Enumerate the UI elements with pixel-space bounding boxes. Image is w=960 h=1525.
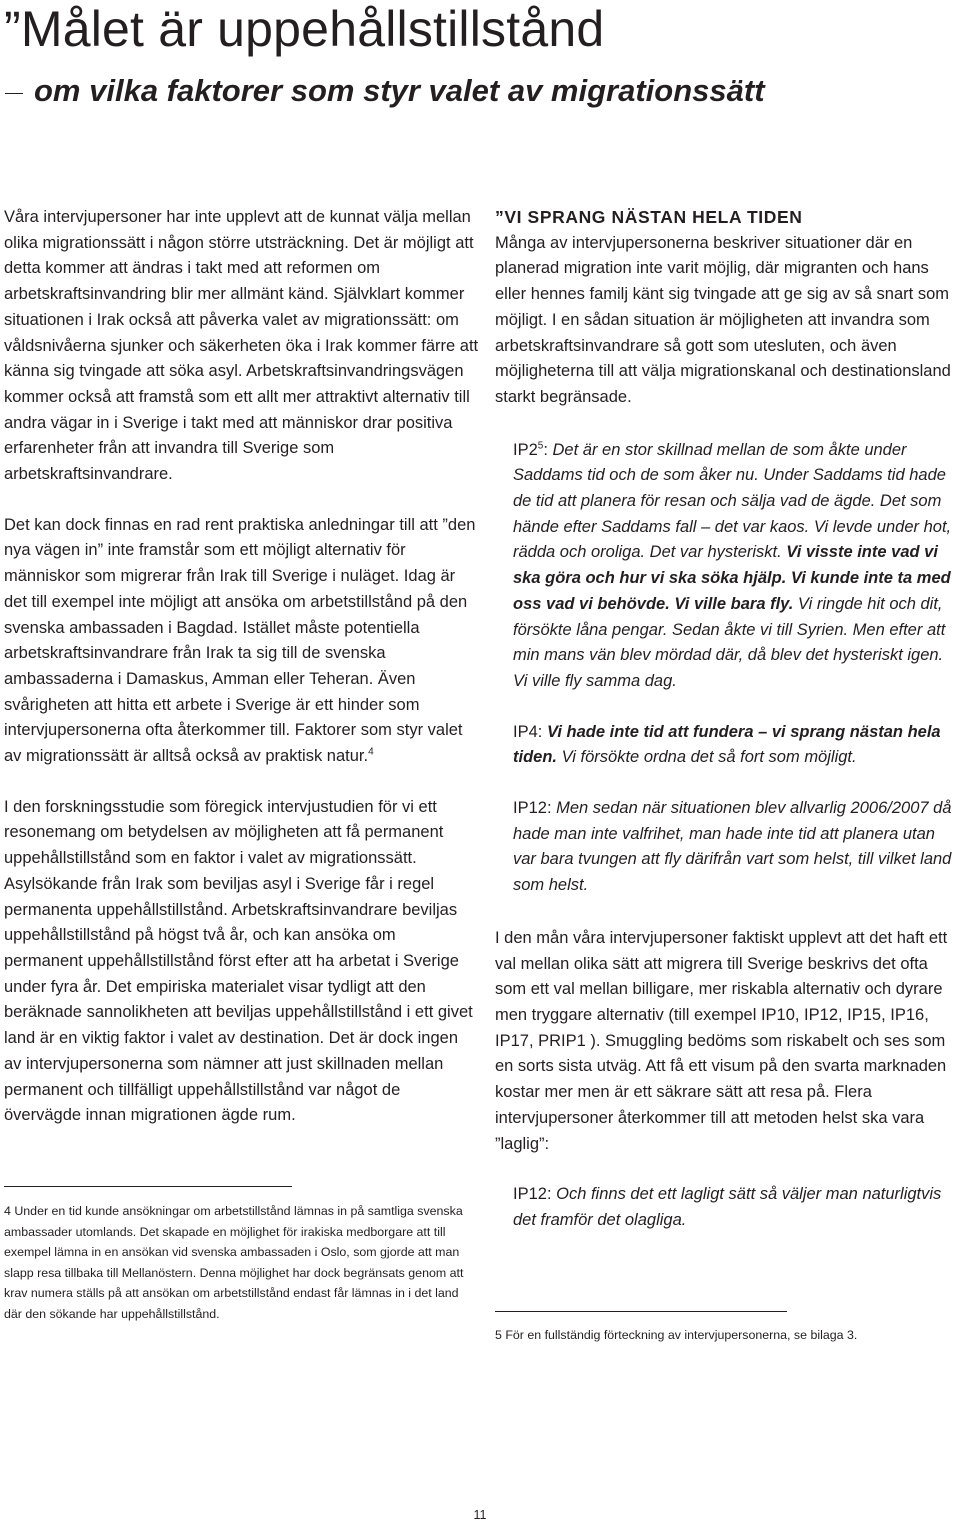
footnote-4: 4 Under en tid kunde ansökningar om arbetstillstånd lämnas in på samtliga svenska ambassader utomlands. Det skapade en möjlighet för irakiska medborgare att till exempel lämna in en ansökan vid svenska ambassaden i Oslo, som gjorde att man slapp resa tillbaka till Mellanöstern. Denna möjlighet har dock begränsats genom att krav numera ställs på att ansökan om arbetstillstånd endast får lämnas in i det land där den sökande har uppehållstillstånd. [4,1204,464,1321]
quote-speaker: IP12: [513,1185,557,1204]
page-subtitle: om vilka faktorer som styr valet av migrationssätt [34,73,765,108]
paragraph-permanent-residence: I den forskningsstudie som föregick intervjustudien för vi ett resonemang om betydelsen av möjligheten att få permanent uppehållstillstånd som en faktor i valet av migrationssätt. Asylsökande från Irak som beviljas asyl i Sverige får i regel permanenta uppehållstillstånd. Arbetskraftsinvandrare beviljas uppehållstillstånd på högst två år, och kan ansöka om permanent uppehållstillstånd först efter att ha arbetat i Sverige under fyra år. Det empiriska materialet visar tydligt att den beräknade sannolikheten att beviljas uppehållstillstånd i ett givet land är en viktig faktor i valet av destination. Det är dock ingen av intervjupersonerna som nämner att just skillnaden mellan permanent och tillfälligt uppehållstillstånd var något de övervägde innan migrationen ägde rum. [4,797,473,1125]
paragraph-intro: Våra intervjupersoner har inte upplevt att de kunnat välja mellan olika migrationssätt i någon större utsträckning. Det är möjligt att detta kommer att ändras i takt med att reformen om arbetskraftsinvandring blir mer allmänt känd. Självklart kommer situationen i Irak också att påverka valet av migrationssätt: om våldsnivåerna sjunker och säkerheten öka i Irak kommer färre att känna sig tvingade att söka asyl. Arbetskraftsinvandringsvägen kommer också att framstå som ett allt mer attraktivt alternativ till andra vägar in i Sverige i takt med att människor drar positiva erfarenheter från att invandra till Sverige som arbetskraftsinvandrare. [4,208,479,484]
page-number: 11 [473,1508,487,1522]
quote-speaker: $IP2^5$: [513,440,553,459]
footnote-divider [4,1186,292,1187]
section-heading: ”VI SPRANG NÄSTAN HELA TIDEN [495,207,803,227]
right-column [495,205,958,1234]
quote-ip2: $IP2^5$: Det är en stor skillnad mellan de som åkte under Saddams tid och de som åker nu. Under Saddams tid hade de tid att planera för resan och sälja vad de ägde. Det som hände efter Saddams fall – det var kaos. Vi levde under hot, rädda och oroliga. Det var hysteriskt. Vi visste inte vad vi ska göra och hur vi ska söka hjälp. Vi kunde inte ta med oss vad vi behövde. Vi ville bara fly. Vi ringde hit och dit, försökte låna pengar. Sedan åkte vi till Syrien. Men efter att min mans vän blev mördad där, då blev det hysteriskt igen. Vi ville fly samma dag. [513,440,952,690]
footnote-ref-5[interactable]: 5 [537,440,544,452]
quote-speaker: IP4: [513,722,547,741]
section-intro: Många av intervjupersonerna beskriver situationer där en planerad migration inte varit möjlig, där migranten och hans eller hennes familj känt sig tvingade att ge sig av så snart som möjligt. I en sådan situation är möjligheten att invandra som arbetskraftsinvandrare så gott som utesluten, och även möjligheterna till att välja migrationskanal och destinationsland starkt begränsade. [495,233,951,406]
quote-ip4: IP4: Vi hade inte tid att fundera – vi sprang nästan hela tiden. Vi försökte ordna det så fort som möjligt. [513,722,941,767]
footnote-divider [495,1311,787,1312]
paragraph-practical-reasons [4,513,479,770]
paragraph-choice: I den mån våra intervjupersoner faktiskt upplevt att det haft ett val mellan olika sätt att migrera till Sverige beskrivs det ofta som ett val mellan billigare, mer riskabla alternativ och dyrare men tryggare alternativ (till exempel IP10, IP12, IP15, IP16, IP17, PRIP1 ). Smuggling bedöms som riskabelt och ses som en sorts sista utväg. Att få ett visum på den svarta marknaden kostar mer men är ett säkrare sätt att resa på. Flera intervjupersoner återkommer till att metoden helst ska vara ”laglig”: [495,928,948,1153]
quote-speaker: IP12: [513,799,557,818]
footnote-5: 5 För en fullständig förteckning av intervjupersonerna, se bilaga 3. [495,1328,858,1342]
subtitle-dash [5,93,23,94]
page-title: ”Målet är uppehållstillstånd [4,1,605,57]
quote-ip12-legal: IP12: Och finns det ett lagligt sätt så väljer man naturligtvis det framför det olagliga. [513,1185,942,1229]
quote-ip12: IP12: Men sedan när situationen blev allvarlig 2006/2007 då hade man inte valfrihet, man hade inte tid att planera utan var bara tvungen att fly därifrån vart som helst, till vilket land som helst. [513,799,952,895]
paragraph-practical-reasons-text: Det kan dock finnas en rad rent praktiska anledningar till att ”den nya vägen in” inte framstår som ett möjligt alternativ för människor som migrerar från Irak till Sverige i nuläget. Idag är det till exempel inte möjligt att ansöka om arbetstillstånd på den svenska ambassaden i Bagdad. Istället måste potentiella arbetskraftsinvandrare från Irak ta sig till de svenska ambassaderna i Damaskus, Amman eller Teheran. Även svårigheten att hitta ett arbete i Sverige är ett hinder som intervjupersonerna ofta återkommer till. Faktorer som styr valet av migrationssätt är alltså också av praktisk natur. [4,515,476,766]
footnote-ref-4[interactable]: 4 [368,746,374,758]
left-column [4,205,479,1129]
